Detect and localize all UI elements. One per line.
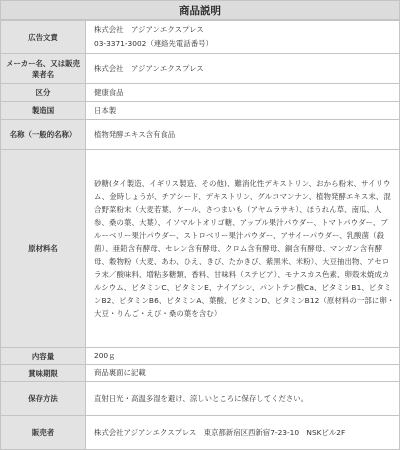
table-row: [1, 382, 400, 416]
row-value: 株式会社 アジアンエクスプレス: [86, 54, 400, 84]
row-value: 株式会社 アジアンエクスプレス 03-3371-3002（連絡先電話番号）: [86, 21, 400, 54]
row-value: 健康食品: [86, 84, 400, 102]
row-label: 販売者: [1, 416, 86, 450]
table-row: [1, 21, 400, 54]
row-label: 区分: [1, 84, 86, 102]
row-value: 植物発酵エキス含有食品: [86, 120, 400, 150]
row-value: 株式会社アジアンエクスプレス 東京都新宿区西新宿7-23-10 NSKビル2F: [86, 416, 400, 450]
row-label: 製造国: [1, 102, 86, 120]
table-row: [1, 348, 400, 365]
table-row: [1, 84, 400, 102]
row-label: 名称（一般的名称）: [1, 120, 86, 150]
row-value: 日本製: [86, 102, 400, 120]
row-label: メーカー名、又は販売業者名: [1, 54, 86, 84]
row-value: 直射日光・高温多湿を避け、涼しいところに保存してください。: [86, 382, 400, 416]
row-value: 砂糖(タイ製造、イギリス製造、その他)、難消化性デキストリン、おから粉末、サイリウム、金時しょうが、チアシード、デキストリン、グルコマンナン、植物発酵エキス末、混合野菜粉末（大麦若葉、ケール、さつまいも（アヤムラサキ）、ほうれん草、南瓜、人参、桑の葉、大葉）、イソマルトオリゴ糖、アップル果汁パウダー、トマトパウダー、ブルーベリー果汁パウダー、ストロベリー果汁パウダー、アサイーパウダー、乳酸菌（殺菌）、亜鉛含有酵母、セレン含有酵母、クロム含有酵母、銅含有酵母、マンガン含有酵母、穀物粉（大麦、あわ、ひえ、きび、たかきび、紫黒米、米粉）、大豆抽出物、アセロラ末／酸味料、増粘多糖類、香料、甘味料（ステビア）、モナスカス色素、卵殻未焼成カルシウム、ビタミンC、ビタミンE、ナイアシン、パントテン酸Ca、ビタミンB1、ビタミンB2、ビタミンB6、ビタミンA、葉酸、ビタミンD、ビタミンB12（原材料の一部に卵・大豆・りんご・えび・桑の葉を含む）: [86, 150, 400, 348]
row-label: 原材料名: [1, 150, 86, 348]
table-row: [1, 150, 400, 348]
row-value: 200ｇ: [86, 348, 400, 365]
row-label: 保存方法: [1, 382, 86, 416]
table-row: [1, 102, 400, 120]
table-row: [1, 416, 400, 450]
row-label: 賞味期限: [1, 365, 86, 382]
row-label: 内容量: [1, 348, 86, 365]
section-title: 商品説明: [0, 0, 400, 20]
product-info-table: [0, 20, 400, 450]
row-label: 広告文責: [1, 21, 86, 54]
row-value: 商品裏面に記載: [86, 365, 400, 382]
table-row: [1, 120, 400, 150]
table-row: [1, 54, 400, 84]
table-row: [1, 365, 400, 382]
